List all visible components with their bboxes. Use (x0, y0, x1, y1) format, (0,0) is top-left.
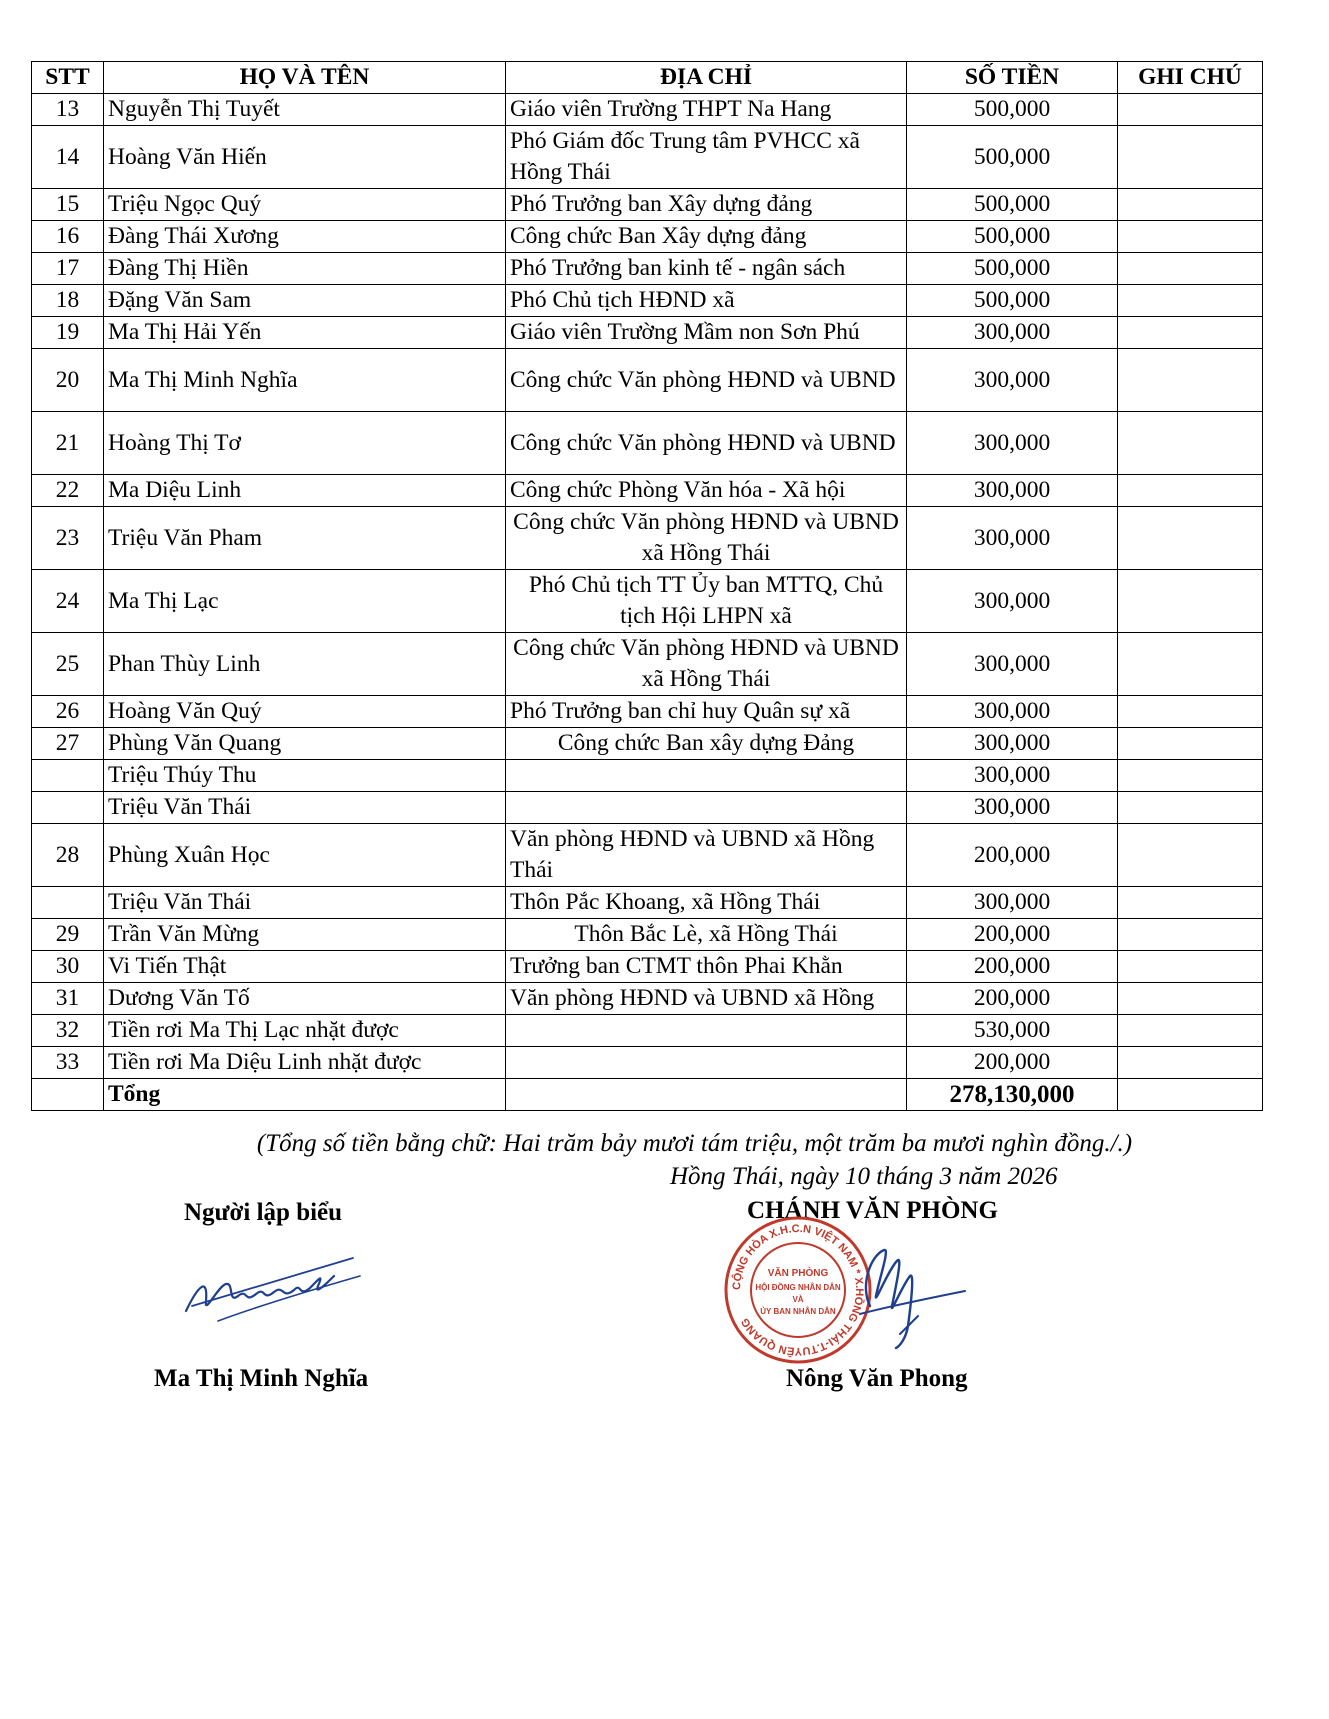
table-row (32, 349, 1263, 412)
row-amount: 200,000 (907, 919, 1118, 951)
table-row (32, 1015, 1263, 1047)
row-name: Triệu Văn Pham (104, 507, 506, 570)
row-note (1118, 919, 1263, 951)
payment-table (31, 61, 1263, 1111)
row-stt: 16 (32, 221, 104, 253)
chief-role: CHÁNH VĂN PHÒNG (747, 1197, 998, 1224)
row-amount: 200,000 (907, 951, 1118, 983)
row-address: Giáo viên Trường THPT Na Hang (506, 94, 907, 126)
row-name: Đàng Thị Hiền (104, 253, 506, 285)
table-row (32, 253, 1263, 285)
row-amount: 300,000 (907, 349, 1118, 412)
row-address (506, 1047, 907, 1079)
row-address: Phó Trưởng ban Xây dựng đảng (506, 189, 907, 221)
row-note (1118, 633, 1263, 696)
row-amount: 500,000 (907, 126, 1118, 189)
row-address: Phó Chủ tịch HĐND xã (506, 285, 907, 317)
chief-signature (840, 1236, 970, 1356)
row-amount: 300,000 (907, 317, 1118, 349)
row-note (1118, 760, 1263, 792)
row-amount: 200,000 (907, 983, 1118, 1015)
row-name: Đàng Thái Xương (104, 221, 506, 253)
row-name: Phùng Văn Quang (104, 728, 506, 760)
row-stt: 33 (32, 1047, 104, 1079)
row-name: Phan Thùy Linh (104, 633, 506, 696)
row-note (1118, 1015, 1263, 1047)
row-name: Hoàng Văn Quý (104, 696, 506, 728)
table-body (32, 94, 1263, 1079)
header-stt: STT (32, 62, 104, 94)
table-row (32, 412, 1263, 475)
row-address: Văn phòng HĐND và UBND xã Hồng (506, 983, 907, 1015)
table-row (32, 285, 1263, 317)
table-row (32, 728, 1263, 760)
row-note (1118, 951, 1263, 983)
stamp-line-4: ỦY BAN NHÂN DÂN (760, 1307, 836, 1316)
row-amount: 500,000 (907, 285, 1118, 317)
row-stt: 13 (32, 94, 104, 126)
table-row (32, 792, 1263, 824)
row-address: Công chức Văn phòng HĐND và UBND xã Hồng Thái (506, 507, 907, 570)
row-stt: 14 (32, 126, 104, 189)
row-address: Phó Trưởng ban kinh tế - ngân sách (506, 253, 907, 285)
row-stt: 27 (32, 728, 104, 760)
row-address: Công chức Phòng Văn hóa - Xã hội (506, 475, 907, 507)
row-stt (32, 760, 104, 792)
row-stt: 23 (32, 507, 104, 570)
table-row (32, 94, 1263, 126)
row-name: Triệu Văn Thái (104, 792, 506, 824)
header-address: ĐỊA CHỈ (506, 62, 907, 94)
table-row (32, 760, 1263, 792)
table-row (32, 317, 1263, 349)
row-note (1118, 887, 1263, 919)
table-row (32, 824, 1263, 887)
stamp-ring-text: CỘNG HÒA X.H.C.N VIỆT NAM * X.HỒNG THÁI-T.TUYÊN QUANG (730, 1222, 866, 1358)
total-row (32, 1079, 1263, 1111)
row-address: Phó Giám đốc Trung tâm PVHCC xã Hồng Thái (506, 126, 907, 189)
total-label: Tổng (104, 1079, 506, 1111)
row-name: Tiền rơi Ma Diệu Linh nhặt được (104, 1047, 506, 1079)
row-address: Thôn Bắc Lè, xã Hồng Thái (506, 919, 907, 951)
row-name: Triệu Ngọc Quý (104, 189, 506, 221)
table-row (32, 189, 1263, 221)
row-amount: 500,000 (907, 189, 1118, 221)
row-stt: 21 (32, 412, 104, 475)
row-stt: 29 (32, 919, 104, 951)
row-amount: 300,000 (907, 887, 1118, 919)
table-row (32, 951, 1263, 983)
table-row (32, 983, 1263, 1015)
table-row (32, 507, 1263, 570)
row-stt: 19 (32, 317, 104, 349)
row-stt: 18 (32, 285, 104, 317)
row-stt (32, 887, 104, 919)
row-amount: 300,000 (907, 696, 1118, 728)
row-note (1118, 1047, 1263, 1079)
table-header-row (32, 62, 1263, 94)
row-address: Công chức Văn phòng HĐND và UBND xã Hồng Thái (506, 633, 907, 696)
stamp-line-1: VĂN PHÒNG (767, 1268, 829, 1279)
row-name: Tiền rơi Ma Thị Lạc nhặt được (104, 1015, 506, 1047)
table-row (32, 887, 1263, 919)
row-name: Phùng Xuân Học (104, 824, 506, 887)
row-note (1118, 253, 1263, 285)
row-name: Ma Thị Minh Nghĩa (104, 349, 506, 412)
row-stt: 15 (32, 189, 104, 221)
row-name: Ma Diệu Linh (104, 475, 506, 507)
total-address-cell (506, 1079, 907, 1111)
row-address: Công chức Ban xây dựng Đảng (506, 728, 907, 760)
row-stt: 20 (32, 349, 104, 412)
row-note (1118, 189, 1263, 221)
amount-in-words: (Tổng số tiền bằng chữ: Hai trăm bảy mươi tám triệu, một trăm ba mươi nghìn đồng./.) (256, 1130, 1133, 1157)
row-note (1118, 285, 1263, 317)
row-note (1118, 696, 1263, 728)
row-stt: 30 (32, 951, 104, 983)
table-row (32, 570, 1263, 633)
row-name: Nguyễn Thị Tuyết (104, 94, 506, 126)
row-note (1118, 507, 1263, 570)
row-note (1118, 824, 1263, 887)
row-address: Công chức Ban Xây dựng đảng (506, 221, 907, 253)
row-amount: 500,000 (907, 221, 1118, 253)
row-stt: 24 (32, 570, 104, 633)
table-row (32, 919, 1263, 951)
row-name: Triệu Thúy Thu (104, 760, 506, 792)
row-amount: 300,000 (907, 570, 1118, 633)
header-note: GHI CHÚ (1118, 62, 1263, 94)
row-stt: 32 (32, 1015, 104, 1047)
row-address (506, 792, 907, 824)
row-name: Đặng Văn Sam (104, 285, 506, 317)
table-row (32, 126, 1263, 189)
row-amount: 530,000 (907, 1015, 1118, 1047)
row-address: Thôn Pắc Khoang, xã Hồng Thái (506, 887, 907, 919)
row-note (1118, 728, 1263, 760)
row-name: Vi Tiến Thật (104, 951, 506, 983)
table-row (32, 475, 1263, 507)
row-name: Ma Thị Hải Yến (104, 317, 506, 349)
header-amount: SỐ TIỀN (907, 62, 1118, 94)
row-amount: 300,000 (907, 760, 1118, 792)
row-note (1118, 475, 1263, 507)
row-address: Phó Trưởng ban chỉ huy Quân sự xã (506, 696, 907, 728)
row-amount: 300,000 (907, 475, 1118, 507)
row-amount: 300,000 (907, 792, 1118, 824)
row-address: Công chức Văn phòng HĐND và UBND (506, 349, 907, 412)
row-stt: 22 (32, 475, 104, 507)
row-address: Trưởng ban CTMT thôn Phai Khằn (506, 951, 907, 983)
total-stt-cell (32, 1079, 104, 1111)
table-row (32, 1047, 1263, 1079)
row-amount: 500,000 (907, 253, 1118, 285)
place-date: Hồng Thái, ngày 10 tháng 3 năm 2026 (670, 1163, 1058, 1190)
row-address: Giáo viên Trường Mầm non Sơn Phú (506, 317, 907, 349)
row-note (1118, 317, 1263, 349)
row-note (1118, 126, 1263, 189)
row-note (1118, 94, 1263, 126)
table-row (32, 633, 1263, 696)
row-note (1118, 221, 1263, 253)
row-stt: 31 (32, 983, 104, 1015)
row-note (1118, 570, 1263, 633)
preparer-name: Ma Thị Minh Nghĩa (154, 1365, 369, 1392)
row-amount: 500,000 (907, 94, 1118, 126)
table-row (32, 221, 1263, 253)
preparer-signature (178, 1246, 368, 1326)
row-stt: 25 (32, 633, 104, 696)
stamp-line-2: HỘI ĐỒNG NHÂN DÂN (755, 1283, 841, 1292)
row-note (1118, 983, 1263, 1015)
total-note-cell (1118, 1079, 1263, 1111)
row-stt: 26 (32, 696, 104, 728)
table-row (32, 696, 1263, 728)
row-name: Trần Văn Mừng (104, 919, 506, 951)
row-address (506, 760, 907, 792)
row-stt (32, 792, 104, 824)
row-note (1118, 349, 1263, 412)
row-address: Phó Chủ tịch TT Ủy ban MTTQ, Chủ tịch Hội LHPN xã (506, 570, 907, 633)
total-amount: 278,130,000 (907, 1079, 1118, 1111)
row-stt: 17 (32, 253, 104, 285)
row-name: Hoàng Thị Tơ (104, 412, 506, 475)
row-address: Công chức Văn phòng HĐND và UBND (506, 412, 907, 475)
row-name: Hoàng Văn Hiến (104, 126, 506, 189)
row-amount: 300,000 (907, 507, 1118, 570)
row-address: Văn phòng HĐND và UBND xã Hồng Thái (506, 824, 907, 887)
row-address (506, 1015, 907, 1047)
row-amount: 200,000 (907, 824, 1118, 887)
row-amount: 200,000 (907, 1047, 1118, 1079)
row-note (1118, 412, 1263, 475)
preparer-role: Người lập biểu (184, 1199, 343, 1226)
row-amount: 300,000 (907, 412, 1118, 475)
row-name: Triệu Văn Thái (104, 887, 506, 919)
chief-name: Nông Văn Phong (786, 1365, 968, 1392)
row-amount: 300,000 (907, 728, 1118, 760)
row-stt: 28 (32, 824, 104, 887)
header-name: HỌ VÀ TÊN (104, 62, 506, 94)
row-name: Ma Thị Lạc (104, 570, 506, 633)
stamp-line-3: VÀ (792, 1295, 804, 1304)
row-name: Dương Văn Tố (104, 983, 506, 1015)
row-amount: 300,000 (907, 633, 1118, 696)
row-note (1118, 792, 1263, 824)
